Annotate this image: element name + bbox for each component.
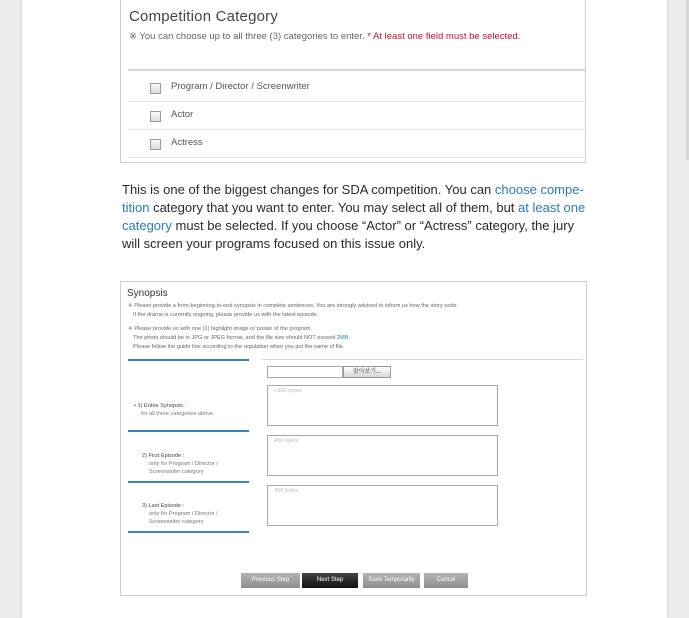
row-divider-left — [128, 481, 249, 483]
previous-step-button[interactable]: Previous Step — [241, 573, 300, 588]
at-least-one-category-link[interactable]: at least one category — [122, 200, 586, 233]
required-dot-icon: • — [134, 403, 136, 409]
category-row-actor — [128, 102, 585, 130]
category-note-text: ※ You can choose up to all three (3) categories to enter. — [129, 31, 365, 42]
synopsis-note: ※ Please provide a from-beginning-to-end synopsis in complete sentences. You are strongly advised to inform us how the story ends. — [128, 303, 458, 309]
row-divider-left — [128, 531, 249, 533]
category-label: Actor — [171, 109, 194, 120]
field-sublabel: only for Program / Director / Screenwriter category — [149, 511, 218, 525]
description-paragraph — [122, 181, 588, 253]
category-row-program — [128, 74, 585, 102]
synopsis-note: If the drama is currently ongoing, please provide us with the latest episode. — [133, 312, 319, 318]
synopsis-note: ※ Please provide us with one (1) highlight image or poster of the program. — [128, 326, 312, 332]
synopsis-note-period: . — [348, 335, 350, 341]
synopsis-note — [133, 334, 350, 343]
category-required-text: * At least one field must be selected. — [367, 31, 521, 42]
entire-synopsis-label — [134, 402, 213, 418]
category-label: Actress — [171, 137, 203, 148]
category-label: Program / Director / Screenwriter — [171, 81, 310, 92]
field-label: 1) Entire Synopsis : — [137, 403, 187, 409]
synopsis-note: Please follow the guide line according to the regulation when you put the name of file. — [133, 344, 345, 350]
synopsis-screenshot — [120, 281, 587, 596]
last-episode-label — [142, 502, 239, 526]
choose-competition-link[interactable]: choose compe-tition — [122, 182, 584, 215]
field-label: 2) First Episode : — [142, 453, 185, 459]
first-episode-textarea[interactable]: 450 bytes — [267, 435, 498, 476]
checkbox-actress[interactable] — [150, 139, 161, 150]
row-divider-left — [128, 430, 249, 432]
description-text: This is one of the biggest changes for SDA competition. You can — [122, 182, 495, 197]
synopsis-note-text: The photo should be in JPG or JPEG format, and the file size should NOT exceed — [133, 335, 337, 341]
size-limit-highlight: 2MB — [336, 335, 349, 341]
description-text: category that you want to enter. You may select all of them, but — [149, 200, 519, 215]
last-episode-textarea[interactable]: 450 bytes — [267, 485, 498, 526]
category-divider — [128, 69, 585, 71]
description-text: must be selected. If you choose “Actor” or “Actress” category, the jury will screen your programs focused on this issue only. — [122, 218, 575, 251]
field-sublabel: for all three categories above — [141, 411, 214, 417]
row-divider-right — [261, 359, 583, 360]
field-label: 3) Last Episode : — [142, 503, 184, 509]
browse-button[interactable]: 찾아보기... — [343, 366, 391, 378]
checkbox-program[interactable] — [150, 83, 161, 94]
competition-category-screenshot — [120, 0, 586, 163]
row-divider-left — [128, 359, 249, 361]
category-note — [129, 31, 520, 42]
entire-synopsis-textarea[interactable]: • 600 bytes — [267, 385, 498, 426]
image-file-input[interactable] — [267, 366, 343, 378]
field-sublabel: only for Program / Director / Screenwriter category — [149, 461, 218, 475]
synopsis-title: Synopsis — [127, 288, 168, 299]
next-step-button[interactable]: Next Step — [302, 573, 358, 588]
category-title: Competition Category — [129, 8, 279, 25]
save-temporarily-button[interactable]: Save Temporarily — [363, 573, 420, 588]
cancel-button[interactable]: Cancel — [424, 573, 468, 588]
checkbox-actor[interactable] — [150, 111, 161, 122]
first-episode-label — [142, 452, 239, 476]
category-row-actress — [128, 130, 585, 158]
